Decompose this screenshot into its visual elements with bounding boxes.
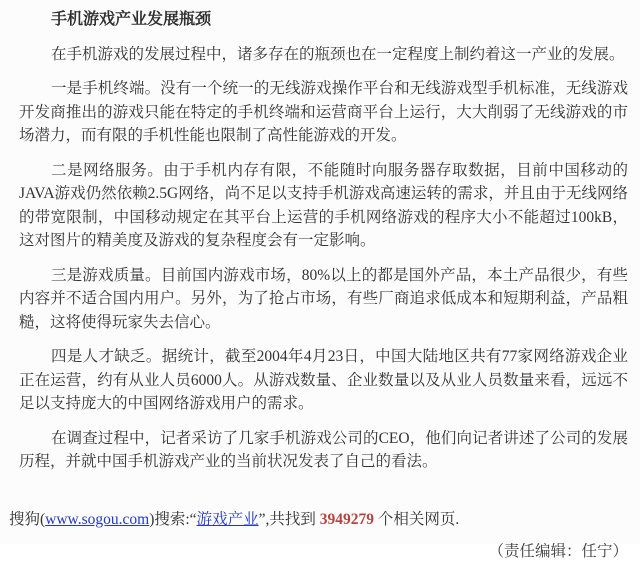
- paragraph-intro: 在手机游戏的发展过程中，诸多存在的瓶颈也在一定程度上制约着这一产业的发展。: [51, 45, 625, 63]
- editor-credit: （责任编辑：任宁）: [488, 543, 628, 560]
- search-line-suffix: 个相关网页.: [373, 510, 460, 528]
- paragraph-talent: 四是人才缺乏。据统计，截至2004年4月23日，中国大陆地区共有77家网络游戏企业正在运营，约有从业人员6000人。从游戏数量、企业数量以及从业人员数量来看，远远不足以支持庞大的中国网络游戏用户的需求。: [19, 348, 628, 412]
- keyword-link[interactable]: 游戏产业: [196, 510, 259, 528]
- search-line-after-keyword: ”,共找到: [258, 510, 320, 528]
- paragraph-interview: 在调查过程中，记者采访了几家手机游戏公司的CEO，他们向记者讲述了公司的发展历程，并就中国手机游戏产业的当前状况发表了自己的看法。: [19, 429, 628, 470]
- result-count: 3949279: [319, 510, 374, 528]
- search-line-prefix: 搜狗(: [9, 510, 46, 528]
- sogou-site-link[interactable]: www.sogou.com: [45, 510, 150, 528]
- paragraph-quality: 三是游戏质量。目前国内游戏市场，80%以上的都是国外产品，本土产品很少，有些内容并不适合国内用户。另外，为了抢占市场，有些厂商追求低成本和短期利益，产品粗糙，这将使得玩家失去信心。: [19, 266, 628, 331]
- paragraph-terminal: 一是手机终端。没有一个统一的无线游戏操作平台和无线游戏型手机标准，无线游戏开发商推出的游戏只能在特定的手机终端和运营商平台上运行，大大削弱了无线游戏的市场潜力，而有限的手机性能也限制了高性能游戏的开发。: [19, 80, 628, 144]
- article-title: 手机游戏产业发展瓶颈: [51, 11, 212, 28]
- search-line-middle: )搜索:“: [149, 510, 197, 528]
- search-line: [9, 508, 630, 532]
- paragraph-network: 二是网络服务。由于手机内存有限，不能随时向服务器存取数据，目前中国移动的JAVA游戏仍然依赖2.5G网络，尚不足以支持手机游戏高速运转的需求，并且由于无线网络的带宽限制，中国移动规定在其平台上运营的手机网络游戏的程序大小不能超过100kB，这对图片的精美度及游戏的复杂程度会有一定影响。: [19, 161, 628, 249]
